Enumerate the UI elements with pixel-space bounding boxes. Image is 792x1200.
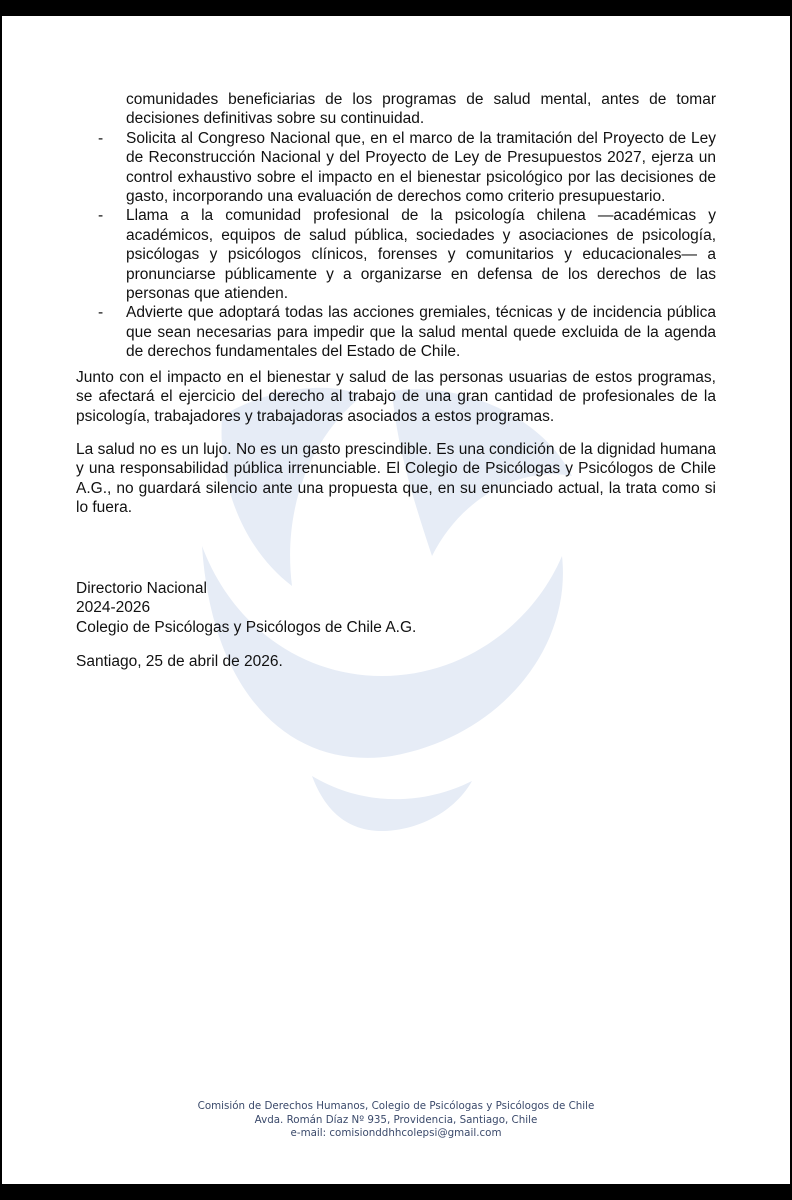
bullet-text: Advierte que adoptará todas las acciones gremiales, técnicas y de incidencia pública que sean necesarias para impedir que la salud mental quede excluida de la agenda de derechos fundamentales del Estado de Chile. — [126, 304, 716, 361]
paragraph-salud: La salud no es un lujo. No es un gasto prescindible. Es una condición de la dignidad humana y una responsabilidad pública irrenunciable. El Colegio de Psicólogas y Psicólogos de Chile A.G., no guardará silencio ante una propuesta que, en su enunciado actual, la trata como si lo fuera. — [76, 441, 716, 517]
continuation-text: comunidades beneficiarias de los programas de salud mental, antes de tomar decisiones definitivas sobre su continuidad. — [126, 91, 716, 128]
bullet-marker: - — [98, 207, 104, 225]
footer-address: Avda. Román Díaz Nº 935, Providencia, Santiago, Chile — [254, 1113, 538, 1126]
paragraph-impact: Junto con el impacto en el bienestar y salud de las personas usuarias de estos programas, se afectará el ejercicio del derecho al trabajo de una gran cantidad de profesionales de la psicología, trabajadores y trabajadoras asociados a estos programas. — [76, 369, 716, 425]
list-item — [76, 206, 716, 303]
bullet-marker: - — [98, 304, 104, 322]
place-date: Santiago, 25 de abril de 2026. — [76, 653, 283, 670]
list-item — [76, 129, 716, 207]
document-page — [2, 16, 790, 1184]
bullet-list — [76, 90, 716, 362]
bullet-text: Llama a la comunidad profesional de la psicología chilena —académicas y académicos, equipos de salud pública, sociedades y asociaciones de psicología, psicólogas y psicólogos clínicos, forenses y comunitarios y educacionales— a pronunciarse públicamente y a organizarse en defensa de los derechos de las personas que atienden. — [126, 207, 716, 303]
list-item — [76, 303, 716, 361]
signature-directorio: Directorio Nacional — [76, 580, 207, 597]
signature-block — [76, 579, 716, 637]
signature-organization: Colegio de Psicólogas y Psicólogos de Chile A.G. — [76, 618, 417, 636]
bullet-text: Solicita al Congreso Nacional que, en el marco de la tramitación del Proyecto de Ley de Reconstrucción Nacional y del Proyecto de Ley de Presupuestos 2027, ejerza un control exhaustivo sobre el impacto en el bienestar psicológico por las decisiones de gasto, incorporando una evaluación de derechos como criterio presupuestario. — [126, 129, 716, 206]
footer — [2, 1100, 790, 1141]
footer-commission: Comisión de Derechos Humanos, Colegio de Psicólogas y Psicólogos de Chile — [197, 1100, 595, 1112]
bullet-marker: - — [98, 129, 104, 147]
footer-email: e-mail: comisionddhhcolepsi@gmail.com — [290, 1127, 502, 1140]
signature-period: 2024-2026 — [76, 599, 151, 617]
list-item — [76, 90, 716, 129]
